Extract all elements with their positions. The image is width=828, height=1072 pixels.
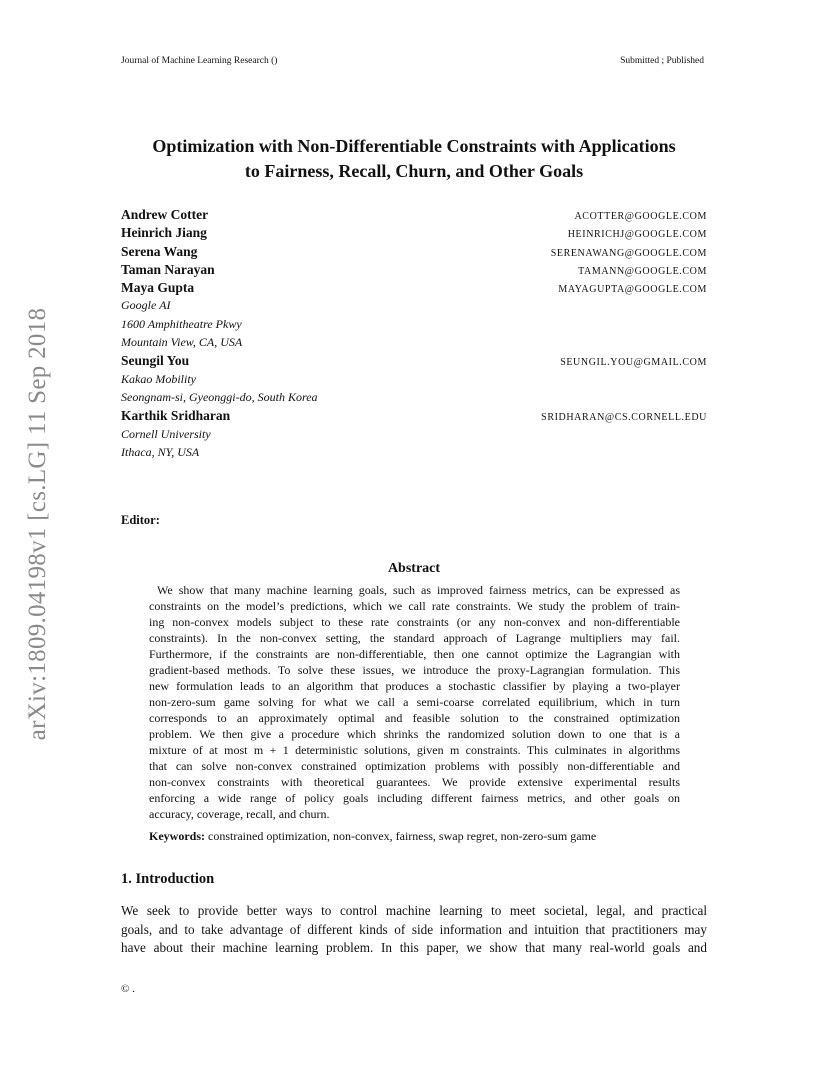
author-email: MAYAGUPTA@GOOGLE.COM bbox=[558, 284, 707, 296]
intro-line: have about their machine learning problem. In this paper, we show that many real-world goals and bbox=[121, 940, 707, 955]
abstract-line: corresponds to an approximately optimal and feasible solution to the constrained optimization bbox=[149, 711, 680, 725]
author-email: HEINRICHJ@GOOGLE.COM bbox=[567, 229, 707, 241]
abstract-heading: Abstract bbox=[387, 561, 441, 576]
abstract-line: accuracy, coverage, recall, and churn. bbox=[149, 807, 330, 821]
abstract-line: We show that many machine learning goals, such as improved fairness metrics, can be expressed as bbox=[157, 583, 680, 597]
abstract-line: constraints). In the non-convex setting, the standard approach of Lagrange multipliers may fail. bbox=[149, 631, 680, 645]
author-email: SEUNGIL.YOU@GMAIL.COM bbox=[560, 357, 707, 369]
abstract-line: non-zero-sum game solving for what we call a semi-coarse correlated equilibrium, which in turn bbox=[149, 695, 680, 709]
affiliation-line: Cornell University bbox=[121, 426, 211, 441]
author-row bbox=[121, 207, 707, 225]
affiliation-line: 1600 Amphitheatre Pkwy bbox=[121, 316, 242, 331]
author-name: Karthik Sridharan bbox=[121, 408, 231, 424]
author-row bbox=[121, 353, 707, 371]
arxiv-side-stamp: arXiv:1809.04198v1 [cs.LG] 11 Sep 2018 bbox=[24, 307, 51, 741]
abstract-line: problem. We then give a procedure which shrinks the randomized solution down to one that is a bbox=[149, 727, 680, 741]
abstract-line: non-convex constraints with theoretical guarantees. We provide extensive experimental results bbox=[149, 775, 680, 789]
intro-line: We seek to provide better ways to control machine learning to meet societal, legal, and practical bbox=[121, 903, 707, 918]
abstract-line: gradient-based methods. To solve these issues, we introduce the proxy-Lagrangian formulation. This bbox=[149, 663, 680, 677]
running-header-journal: Journal of Machine Learning Research () bbox=[121, 56, 278, 66]
keywords-text: constrained optimization, non-convex, fairness, swap regret, non-zero-sum game bbox=[208, 829, 597, 843]
abstract-line: Furthermore, if the constraints are non-differentiable, then one cannot optimize the Lagrangian with bbox=[149, 647, 680, 661]
abstract-body bbox=[149, 582, 680, 822]
author-row bbox=[121, 225, 707, 243]
paper-title bbox=[100, 134, 728, 183]
abstract-line: enforcing a wide range of policy goals including different fairness metrics, and other goals on bbox=[149, 791, 680, 805]
title-line: Optimization with Non-Differentiable Constraints with Applications bbox=[152, 136, 676, 156]
author-row bbox=[121, 244, 707, 262]
intro-paragraph bbox=[121, 902, 707, 958]
running-header-status: Submitted ; Published bbox=[620, 56, 704, 66]
author-name: Maya Gupta bbox=[121, 280, 195, 296]
author-name: Heinrich Jiang bbox=[121, 225, 207, 241]
abstract-line: constraints on the model’s predictions, which we call rate constraints. We study the problem of train- bbox=[149, 599, 680, 613]
keywords bbox=[149, 829, 680, 844]
author-row bbox=[121, 280, 707, 298]
author-row bbox=[121, 408, 707, 426]
affiliation-line: Ithaca, NY, USA bbox=[121, 444, 200, 459]
author-email: SRIDHARAN@CS.CORNELL.EDU bbox=[541, 412, 707, 424]
keywords-label: Keywords: bbox=[149, 829, 205, 843]
author-name: Andrew Cotter bbox=[121, 207, 209, 222]
author-block bbox=[121, 207, 707, 463]
affiliation-line: Seongnam-si, Gyeonggi-do, South Korea bbox=[121, 389, 318, 404]
intro-line: goals, and to take advantage of different kinds of side information and intuition that practitioners may bbox=[121, 921, 707, 937]
section-heading: 1. Introduction bbox=[121, 871, 215, 887]
author-email: SERENAWANG@GOOGLE.COM bbox=[550, 247, 707, 259]
affiliation-line: Kakao Mobility bbox=[121, 371, 196, 386]
abstract-line: new formulation leads to an algorithm that produces a stochastic classifier by playing a two-player bbox=[149, 679, 680, 693]
author-email: ACOTTER@GOOGLE.COM bbox=[574, 211, 707, 222]
author-name: Serena Wang bbox=[121, 243, 198, 259]
author-name: Seungil You bbox=[121, 353, 190, 369]
abstract-line: mixture of at most m + 1 deterministic solutions, given m constraints. This culminates in algorithms bbox=[149, 743, 680, 757]
affiliation-line: Mountain View, CA, USA bbox=[121, 335, 243, 350]
abstract-line: that can solve non-convex constrained optimization problems with possibly non-differentiable and bbox=[149, 759, 680, 773]
author-row bbox=[121, 262, 707, 280]
affiliation-line: Google AI bbox=[121, 298, 171, 313]
author-name: Taman Narayan bbox=[121, 261, 215, 277]
abstract-line: ing non-convex models subject to these rate constraints (or any non-convex and non-differentiable bbox=[149, 615, 680, 629]
editor-label: Editor: bbox=[121, 513, 160, 527]
title-line: to Fairness, Recall, Churn, and Other Goals bbox=[244, 160, 584, 181]
copyright-footer: © . bbox=[121, 983, 135, 995]
author-email: TAMANN@GOOGLE.COM bbox=[578, 265, 707, 277]
